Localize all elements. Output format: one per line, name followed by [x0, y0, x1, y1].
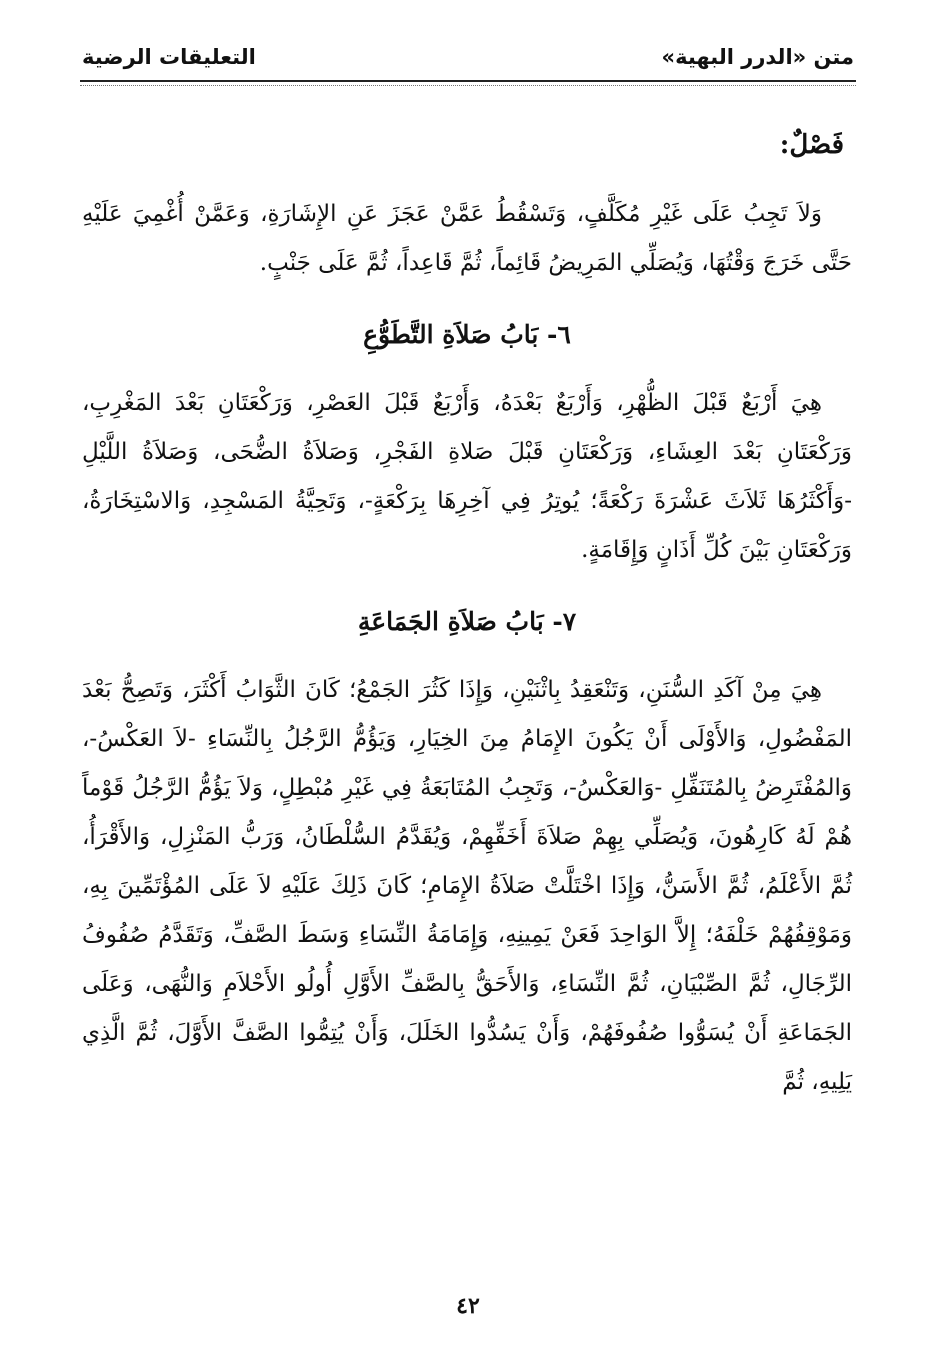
section-heading-fasl: فَصْلٌ: — [779, 130, 844, 160]
header-rule — [80, 80, 856, 82]
running-header — [82, 40, 854, 74]
paragraph-fasl: وَلاَ تَجِبُ عَلَى غَيْرِ مُكَلَّفٍ، وَتَسْقُطُ عَمَّنْ عَجَزَ عَنِ الإِشَارَةِ، وَعَمَّنْ أُغْمِيَ عَلَيْهِ حَتَّى خَرَجَ وَقْتُهَا، وَيُصَلِّي المَرِيضُ قَائِماً، ثُمَّ قَاعِداً، ثُمَّ عَلَى جَنْبٍ. — [82, 201, 852, 276]
paragraph-jamaah: هِيَ مِنْ آكَدِ السُّنَنِ، وَتَنْعَقِدُ بِاثْنَيْنِ، وَإِذَا كَثُرَ الجَمْعُ؛ كَانَ الثَّوَابُ أَكْثَرَ، وَتَصِحُّ بَعْدَ المَفْضُولِ، وَالأَوْلَى أَنْ يَكُونَ الإِمَامُ مِنَ الخِيَارِ، وَيَؤُمُّ الرَّجُلُ بِالنِّسَاءِ -لاَ العَكْسُ-، وَالمُفْتَرِضُ بِالمُتَنَفِّلِ -وَالعَكْسُ-، وَتَجِبُ المُتَابَعَةُ فِي غَيْرِ مُبْطِلٍ، وَلاَ يَؤُمُّ الرَّجُلُ قَوْماً هُمْ لَهُ كَارِهُونَ، وَيُصَلِّي بِهِمْ صَلاَةَ أَخَفِّهِمْ، وَيُقَدَّمُ السُّلْطَانُ، وَرَبُّ المَنْزِلِ، وَالأَقْرَأُ، ثُمَّ الأَعْلَمُ، ثُمَّ الأَسَنُّ، وَإِذَا اخْتَلَّتْ صَلاَةُ الإِمَامِ؛ كَانَ ذَلِكَ عَلَيْهِ لاَ عَلَى المُؤْتَمِّينَ بِهِ، وَمَوْقِفُهُمْ خَلْفَهُ؛ إِلاَّ الوَاحِدَ فَعَنْ يَمِينِهِ، وَإِمَامَةُ النِّسَاءِ وَسَطَ الصَّفِّ، وَتَقَدَّمُ صُفُوفُ الرِّجَالِ، ثُمَّ الصِّبْيَانِ، ثُمَّ النِّسَاءِ، وَالأَحَقُّ بِالصَّفِّ الأَوَّلِ أُولُو الأَحْلاَمِ وَالنُّهَى، وَعَلَى الجَمَاعَةِ أَنْ يُسَوُّوا صُفُوفَهُمْ، وَأَنْ يَسُدُّوا الخَلَلَ، وَأَنْ يُتِمُّوا الصَّفَّ الأَوَّلَ، ثُمَّ الَّذِي يَلِيهِ، ثُمَّ — [82, 677, 852, 1095]
page-number: ٤٢ — [456, 1293, 480, 1319]
paragraph-tatawwu: هِيَ أَرْبَعٌ قَبْلَ الظُّهْرِ، وَأَرْبَعٌ بَعْدَهُ، وَأَرْبَعٌ قَبْلَ العَصْرِ، وَرَكْعَتَانِ بَعْدَ المَغْرِبِ، وَرَكْعَتَانِ بَعْدَ العِشَاءِ، وَرَكْعَتَانِ قَبْلَ صَلاةِ الفَجْرِ، وَصَلاَةُ الضُّحَى، وَصَلاَةُ اللَّيْلِ -وَأَكْثَرُهَا ثَلاَثَ عَشْرَةَ رَكْعَةً؛ يُوتِرُ فِي آخِرِهَا بِرَكْعَةٍ-، وَتَحِيَّةُ المَسْجِدِ، وَالاسْتِخَارَةُ، وَرَكْعَتَانِ بَيْنَ كُلِّ أَذَانٍ وَإِقَامَةٍ. — [82, 390, 852, 563]
chapter-heading-tatawwu: ٦- بَابُ صَلاَةِ التَّطَوُّعِ — [363, 320, 571, 349]
header-book-title: متن «الدرر البهية» — [661, 45, 854, 69]
header-commentary-title: التعليقات الرضية — [82, 45, 256, 69]
header-dotted-rule — [80, 85, 856, 86]
page-body — [82, 130, 852, 1107]
chapter-heading-jamaah: ٧- بَابُ صَلاَةِ الجَمَاعَةِ — [357, 607, 577, 636]
